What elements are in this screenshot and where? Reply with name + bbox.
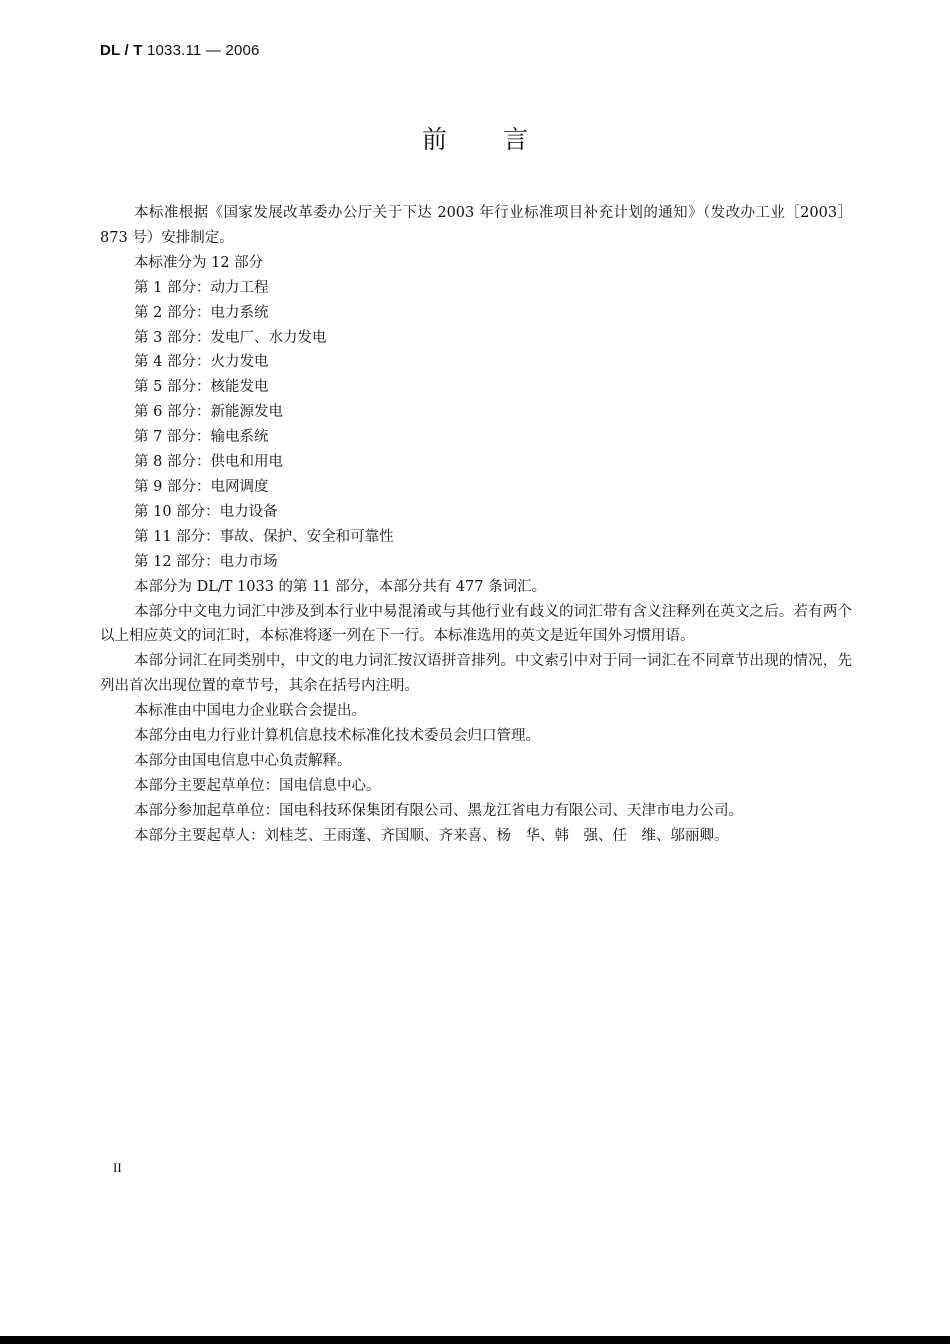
list-item-part-7: 第 7 部分：输电系统: [134, 429, 269, 446]
paragraph-main-drafter-unit: 本部分主要起草单位：国电信息中心。: [134, 777, 381, 794]
list-item-part-8: 第 8 部分：供电和用电: [134, 454, 283, 471]
bottom-border-rule: [0, 1336, 950, 1344]
page-title: 前言: [421, 125, 584, 154]
document-code-prefix: DL / T: [100, 42, 143, 59]
paragraph-ordering-rule: 本部分词汇在同类别中，中文的电力词汇按汉语拼音排列。中文索引中对于同一词汇在不同章节出现的情况，先列出首次出现位置的章节号，其余在括号内注明。: [100, 653, 852, 695]
paragraph-part-summary: 本部分为 DL/T 1033 的第 11 部分，本部分共有 477 条词汇。: [134, 578, 547, 595]
paragraph-interpretation: 本部分由国电信息中心负责解释。: [134, 752, 352, 769]
list-item-part-9: 第 9 部分：电网调度: [134, 478, 269, 495]
list-item-part-4: 第 4 部分：火力发电: [134, 354, 269, 371]
document-code: [100, 42, 260, 59]
paragraph-parts-count: 本标准分为 12 部分: [134, 254, 264, 271]
list-item-part-12: 第 12 部分：电力市场: [134, 553, 278, 570]
list-item-part-3: 第 3 部分：发电厂、水力发电: [134, 329, 327, 346]
paragraph-main-drafters: 本部分主要起草人：刘桂芝、王雨蓬、齐国顺、齐来喜、杨 华、韩 强、任 维、邬丽卿。: [134, 827, 729, 844]
list-item-part-2: 第 2 部分：电力系统: [134, 304, 269, 321]
paragraph-basis: 本标准根据《国家发展改革委办公厅关于下达 2003 年行业标准项目补充计划的通知》（发改办工业［2003］873 号）安排制定。: [100, 205, 852, 246]
paragraph-annotation-rule: 本部分中文电力词汇中涉及到本行业中易混淆或与其他行业有歧义的词汇带有含义注释列在英文之后。若有两个以上相应英文的词汇时，本标准将逐一列在下一行。本标准选用的英文是近年国外习惯用语。: [100, 603, 852, 645]
foreword-body: [100, 201, 852, 849]
paragraph-proposer: 本标准由中国电力企业联合会提出。: [134, 703, 366, 720]
list-item-part-10: 第 10 部分：电力设备: [134, 503, 278, 520]
page-number: II: [113, 1160, 122, 1175]
paragraph-participating-units: 本部分参加起草单位：国电科技环保集团有限公司、黑龙江省电力有限公司、天津市电力公司。: [134, 802, 743, 819]
paragraph-management: 本部分由电力行业计算机信息技术标准化技术委员会归口管理。: [134, 728, 540, 745]
list-item-part-6: 第 6 部分：新能源发电: [134, 404, 283, 421]
list-item-part-5: 第 5 部分：核能发电: [134, 379, 269, 396]
document-code-number: 1033.11 — 2006: [146, 42, 260, 59]
list-item-part-11: 第 11 部分：事故、保护、安全和可靠性: [134, 528, 394, 545]
list-item-part-1: 第 1 部分：动力工程: [134, 279, 269, 296]
